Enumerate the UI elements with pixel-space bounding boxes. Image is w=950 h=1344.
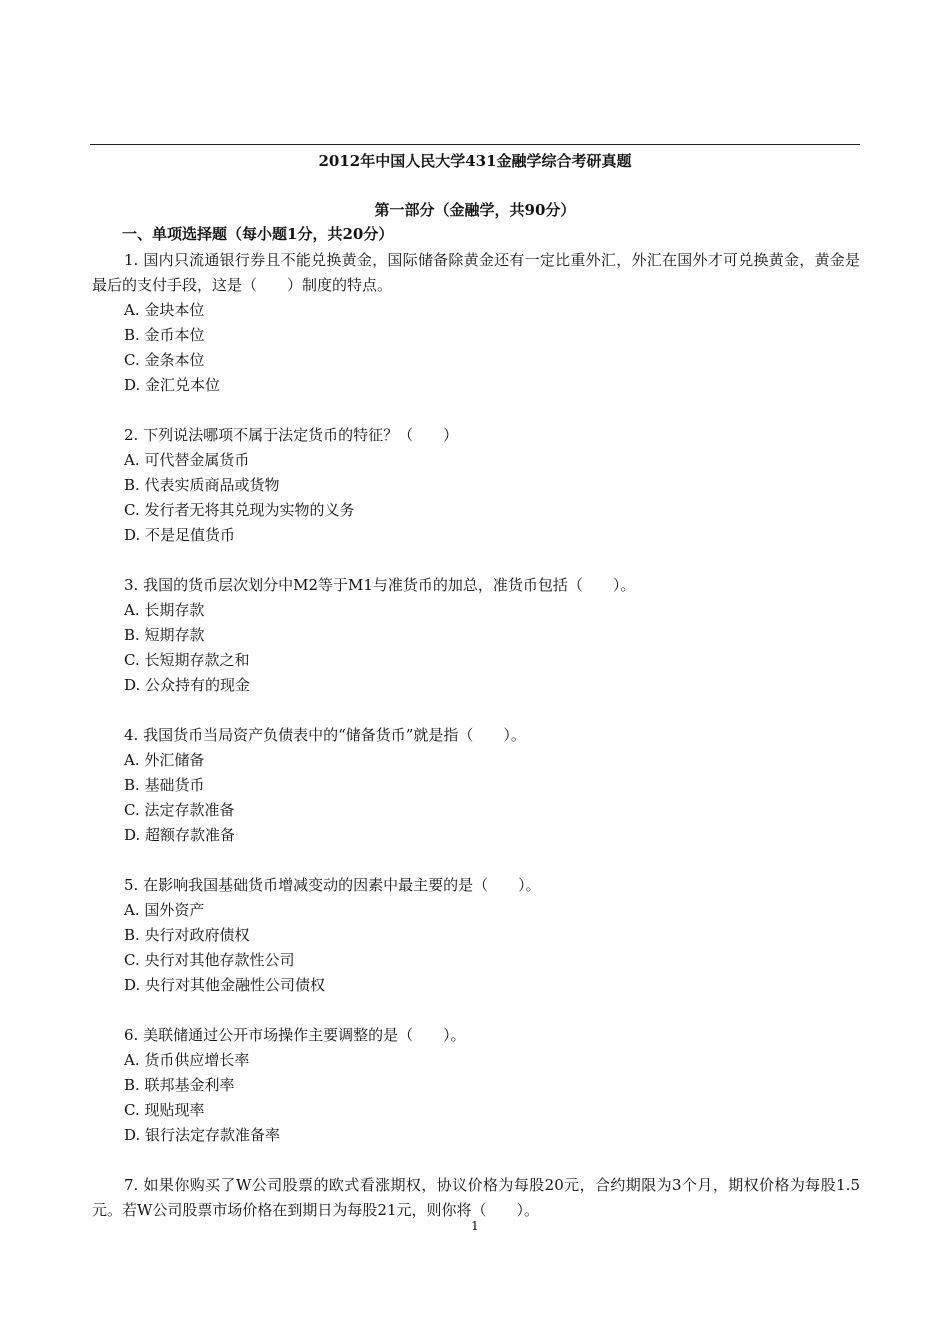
option-d: D. 金汇兑本位 — [124, 376, 221, 394]
option-c: C. 长短期存款之和 — [124, 651, 250, 669]
option-c: C. 现贴现率 — [124, 1101, 205, 1119]
question-7 — [92, 1173, 860, 1223]
question-stem: 2. 下列说法哪项不属于法定货币的特征？（ ） — [124, 426, 459, 444]
question-1 — [92, 248, 860, 398]
option-b: B. 短期存款 — [124, 626, 205, 644]
option-c: C. 金条本位 — [124, 351, 205, 369]
exam-title: 2012年中国人民大学431金融学综合考研真题 — [318, 152, 632, 170]
page-number: 1 — [471, 1219, 479, 1233]
option-d: D. 央行对其他金融性公司债权 — [124, 976, 326, 994]
question-stem: 1. 国内只流通银行券且不能兑换黄金，国际储备除黄金还有一定比重外汇，外汇在国外才可兑换黄金，黄金是最后的支付手段，这是（ ）制度的特点。 — [92, 251, 860, 294]
question-list — [92, 248, 860, 1223]
question-4 — [92, 723, 860, 848]
option-a: A. 金块本位 — [124, 301, 205, 319]
option-d: D. 公众持有的现金 — [124, 676, 251, 694]
option-a: A. 长期存款 — [124, 601, 205, 619]
question-stem: 6. 美联储通过公开市场操作主要调整的是（ ）。 — [124, 1026, 466, 1044]
option-b: B. 央行对政府债权 — [124, 926, 250, 944]
section-heading: 一、单项选择题（每小题1分，共20分） — [122, 225, 394, 243]
option-a: A. 国外资产 — [124, 901, 205, 919]
question-6 — [92, 1023, 860, 1148]
question-stem: 5. 在影响我国基础货币增减变动的因素中最主要的是（ ）。 — [124, 876, 541, 894]
option-a: A. 可代替金属货币 — [124, 451, 250, 469]
question-stem: 4. 我国货币当局资产负债表中的“储备货币”就是指（ ）。 — [124, 726, 526, 744]
option-b: B. 联邦基金利率 — [124, 1076, 235, 1094]
question-stem: 3. 我国的货币层次划分中M2等于M1与准货币的加总，准货币包括（ ）。 — [124, 576, 636, 594]
question-2 — [92, 423, 860, 548]
option-d: D. 不是足值货币 — [124, 526, 236, 544]
option-a: A. 外汇储备 — [124, 751, 205, 769]
option-d: D. 银行法定存款准备率 — [124, 1126, 281, 1144]
header-rule — [90, 144, 860, 145]
question-3 — [92, 573, 860, 698]
question-5 — [92, 873, 860, 998]
option-b: B. 代表实质商品或货物 — [124, 476, 280, 494]
option-c: C. 法定存款准备 — [124, 801, 235, 819]
option-d: D. 超额存款准备 — [124, 826, 236, 844]
option-c: C. 央行对其他存款性公司 — [124, 951, 295, 969]
option-c: C. 发行者无将其兑现为实物的义务 — [124, 501, 355, 519]
option-b: B. 金币本位 — [124, 326, 205, 344]
part-heading: 第一部分（金融学，共90分） — [374, 201, 576, 219]
question-stem: 7. 如果你购买了W公司股票的欧式看涨期权，协议价格为每股20元，合约期限为3个月，期权价格为每股1.5元。若W公司股票市场价格在到期日为每股21元，则你将（ ）。 — [92, 1176, 860, 1219]
option-a: A. 货币供应增长率 — [124, 1051, 250, 1069]
option-b: B. 基础货币 — [124, 776, 205, 794]
